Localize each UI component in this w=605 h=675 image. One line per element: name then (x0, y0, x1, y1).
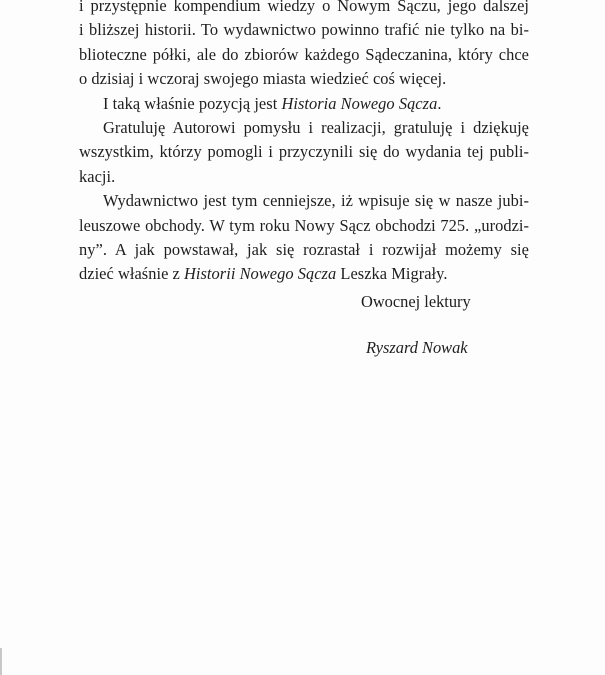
text-line: o dzisiaj i wczoraj swojego miasta wiedzieć coś więcej. (79, 69, 447, 89)
text-run: dzieć właśnie z (79, 264, 185, 284)
text-line: leuszowe obchody. W tym roku Nowy Sącz obchodzi 725. „urodzi- (79, 215, 529, 235)
text-run: Leszka Migrały. (336, 264, 448, 284)
text-run: . (437, 93, 442, 113)
text-line: Wydawnictwo jest tym cenniejsze, iż wpisuje się w nasze jubi- (103, 191, 529, 211)
book-title: Historia Nowego Sącza (281, 93, 438, 113)
paragraph-book-title (79, 92, 529, 116)
book-title: Historii Nowego Sącza (184, 264, 337, 284)
text-line: wszystkim, którzy pomogli i przyczynili się do wydania tej publi- (79, 142, 529, 162)
scan-edge-mark (0, 648, 2, 675)
body-text (79, 0, 529, 287)
text-line-with-title (79, 262, 529, 286)
closing-line: Owocnej lektury (361, 292, 471, 311)
text-line: i bliższej historii. To wydawnictwo powinno trafić nie tylko na bi- (79, 20, 529, 40)
text-line: ny”. A jak powstawał, jak się rozrastał i rozwijał możemy się (79, 239, 529, 259)
text-line: i przystępnie kompendium wiedzy o Nowym Sączu, jego dalszej (79, 0, 529, 15)
text-run: I taką właśnie pozycją jest (103, 93, 282, 113)
text-line: kacji. (79, 166, 116, 186)
text-line: blioteczne półki, ale do zbiorów każdego Sądeczanina, który chce (79, 44, 529, 64)
signature: Ryszard Nowak (366, 338, 468, 357)
text-line: Gratuluję Autorowi pomysłu i realizacji, gratuluję i dziękuję (103, 117, 529, 137)
